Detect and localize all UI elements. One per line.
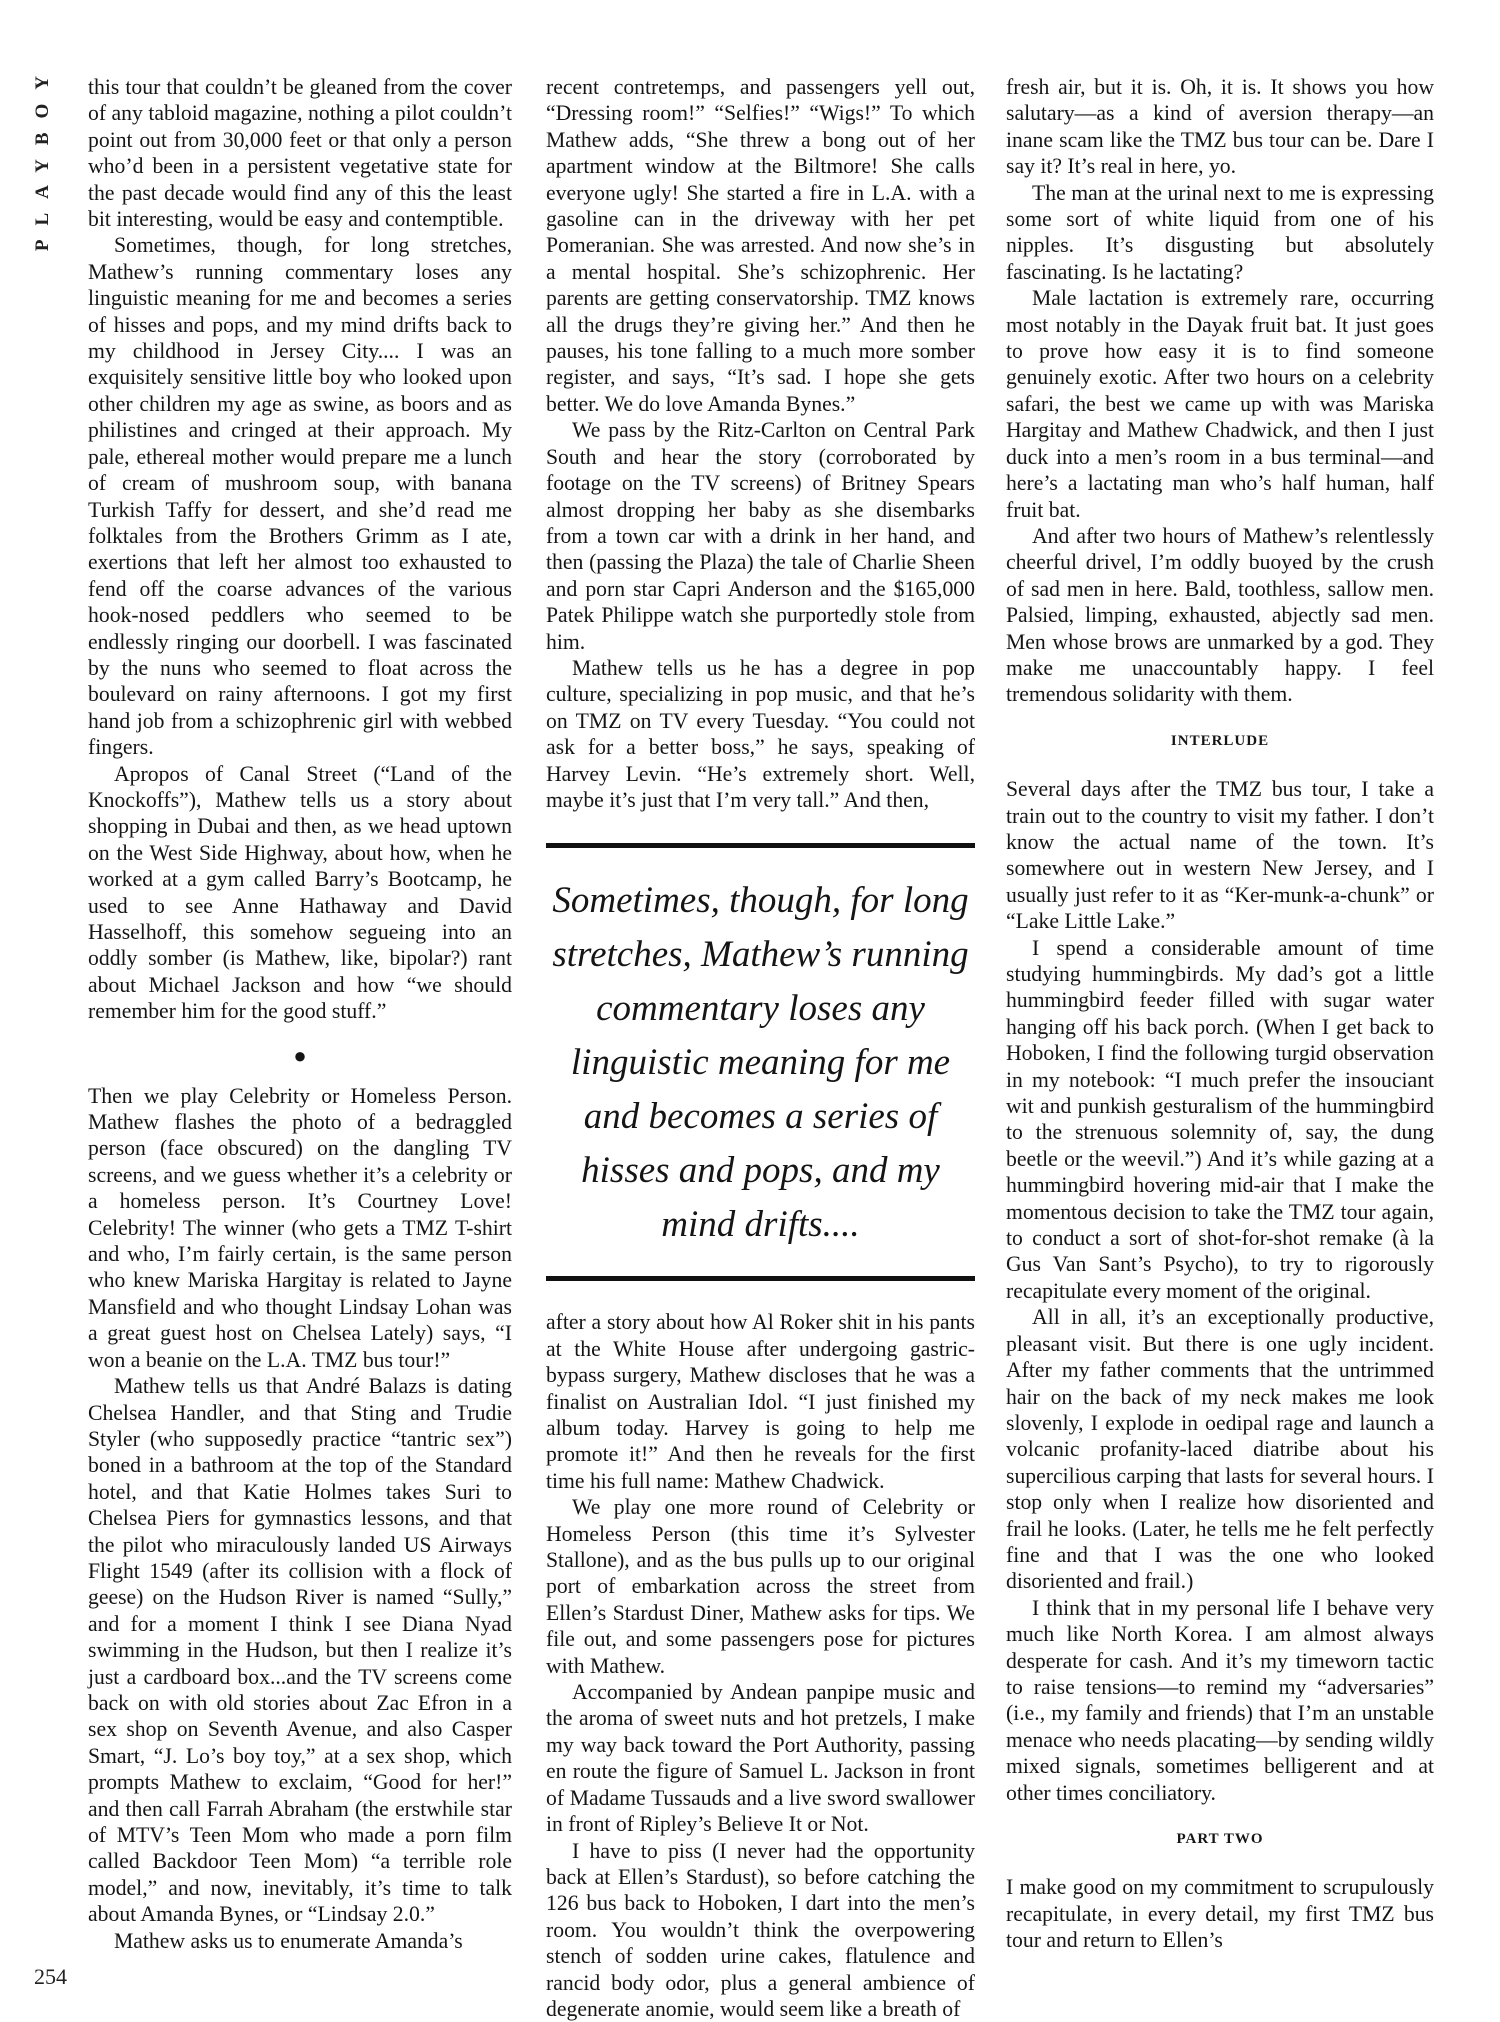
paragraph: this tour that couldn’t be gleaned from the cover of any tabloid magazine, nothing a pilot couldn’t point out from 30,000 feet or that only a person who’d been in a persistent vegetative state for the past decade would find any of this the least bit interesting, would be easy and contemptible. [88,74,512,232]
page-number: 254 [34,1964,67,1990]
paragraph: Mathew asks us to enumerate Amanda’s [88,1928,512,1954]
paragraph: And after two hours of Mathew’s relentlessly cheerful drivel, I’m oddly buoyed by the crush of sad men in here. Bald, toothless, sallow men. Palsied, limping, exhausted, abjectly sad men. Men whose brows are unmarked by a god. They make me unaccountably happy. I feel tremendous solidarity with them. [1006,523,1434,708]
pull-quote: Sometimes, though, for long stretches, Mathew’s running commentary loses any linguistic meaning for me and becomes a series of hisses and pops, and my mind drifts.... [546,843,975,1281]
article-column-2 [546,74,975,2022]
paragraph: fresh air, but it is. Oh, it is. It shows you how salutary—as a kind of aversion therapy—an inane scam like the TMZ bus tour can be. Dare I say it? It’s real in here, yo. [1006,74,1434,180]
paragraph: recent contretemps, and passengers yell out, “Dressing room!” “Selfies!” “Wigs!” To which Mathew adds, “She threw a bong out of her apartment window at the Biltmore! She calls everyone ugly! She started a fire in L.A. with a gasoline can in the driveway with her pet Pomeranian. She was arrested. And now she’s in a mental hospital. She’s schizophrenic. Her parents are getting conservatorship. TMZ knows all the drugs they’re giving her.” And then he pauses, his tone falling to a much more somber register, and says, “It’s sad. I hope she gets better. We do love Amanda Bynes.” [546,74,975,417]
paragraph: The man at the urinal next to me is expressing some sort of white liquid from one of his nipples. It’s disgusting but absolutely fascinating. Is he lactating? [1006,180,1434,286]
paragraph: Sometimes, though, for long stretches, Mathew’s running commentary loses any linguistic meaning for me and becomes a series of hisses and pops, and my mind drifts back to my childhood in Jersey City.... I was an exquisitely sensitive little boy who looked upon other children my age as swine, as boors and as philistines and cringed at their approach. My pale, ethereal mother would prepare me a lunch of cream of mushroom soup, with banana Turkish Taffy for dessert, and she’d read me folktales from the Brothers Grimm as I ate, exertions that left her almost too exhausted to fend off the coarse advances of the various hook-nosed peddlers who seemed to be endlessly ringing our doorbell. I was fascinated by the nuns who seemed to float across the boulevard on rainy afternoons. I got my first hand job from a schizophrenic girl with webbed fingers. [88,232,512,760]
paragraph: Then we play Celebrity or Homeless Person. Mathew flashes the photo of a bedraggled person (face obscured) on the dangling TV screens, and we guess whether it’s a celebrity or a homeless person. It’s Courtney Love! Celebrity! The winner (who gets a TMZ T-shirt and who, I’m fairly certain, is the same person who knew Mariska Hargitay is related to Jayne Mansfield and who thought Lindsay Lohan was a great guest host on Chelsea Lately) says, “I won a beanie on the L.A. TMZ bus tour!” [88,1083,512,1373]
paragraph: I think that in my personal life I behave very much like North Korea. I am almost always desperate for cash. And it’s my timeworn tactic to raise tensions—to remind my “adversaries” (i.e., my family and friends) that I’m an unstable menace who needs placating—by sending wildly mixed signals, sometimes belligerent and at other times conciliatory. [1006,1595,1434,1806]
paragraph: I have to piss (I never had the opportunity back at Ellen’s Stardust), so before catching the 126 bus back to Hoboken, I dart into the men’s room. You wouldn’t think the overpowering stench of sodden urine cakes, flatulence and rancid body odor, plus a general ambience of degenerate anomie, would seem like a breath of [546,1838,975,2022]
section-heading-part-two: PART TWO [1006,1826,1434,1852]
paragraph: I spend a considerable amount of time studying hummingbirds. My dad’s got a little hummingbird feeder filled with sugar water hanging off his back porch. (When I get back to Hoboken, I find the following turgid observation in my notebook: “I much prefer the insouciant wit and punkish gesturalism of the hummingbird to the strenuous solemnity of, say, the dung beetle or the weevil.”) And it’s while gazing at a hummingbird hovering mid-air that I make the momentous decision to take the TMZ tour again, to conduct a sort of shot-for-shot remake (à la Gus Van Sant’s Psycho), to try to rigorously recapitulate every moment of the original. [1006,935,1434,1305]
paragraph: Mathew tells us he has a degree in pop culture, specializing in pop music, and that he’s on TMZ on TV every Tuesday. “You could not ask for a better boss,” he says, speaking of Harvey Levin. “He’s extremely short. Well, maybe it’s just that I’m very tall.” And then, [546,655,975,813]
magazine-name: PLAYBOY [32,62,56,251]
paragraph: after a story about how Al Roker shit in his pants at the White House after undergoing gastric-bypass surgery, Mathew discloses that he was a finalist on Australian Idol. “I just finished my album today. Harvey is going to help me promote it!” And then he reveals for the first time his full name: Mathew Chadwick. [546,1309,975,1494]
paragraph: Mathew tells us that André Balazs is dating Chelsea Handler, and that Sting and Trudie Styler (who supposedly practice “tantric sex”) boned in a bathroom at the top of the Standard hotel, and that Katie Holmes takes Suri to Chelsea Piers for gymnastics lessons, and that the pilot who miraculously landed US Airways Flight 1549 (after its collision with a flock of geese) on the Hudson River is named “Sully,” and for a moment I think I see Diana Nyad swimming in the Hudson, but then I realize it’s just a cardboard box...and the TV screens come back on with old stories about Zac Efron in a sex shop on Seventh Avenue, and also Casper Smart, “J. Lo’s boy toy,” at a sex shop, which prompts Mathew to exclaim, “Good for her!” and then call Farrah Abraham (the erstwhile star of MTV’s Teen Mom who made a porn film called Backdoor Teen Mom) “a terrible role model,” and now, inevitably, it’s time to talk about Amanda Bynes, or “Lindsay 2.0.” [88,1373,512,1928]
paragraph: All in all, it’s an exceptionally productive, pleasant visit. But there is one ugly incident. After my father comments that the untrimmed hair on the back of my neck makes me look slovenly, I explode in oedipal rage and launch a volcanic profanity-laced diatribe about his supercilious carping that lasts for several hours. I stop only when I realize how disoriented and frail he looks. (Later, he tells me he felt perfectly fine and that I was the one who looked disoriented and frail.) [1006,1304,1434,1594]
paragraph: We pass by the Ritz-Carlton on Central Park South and hear the story (corroborated by footage on the TV screens) of Britney Spears almost dropping her baby as she disembarks from a town car with a drink in her hand, and then (passing the Plaza) the tale of Charlie Sheen and porn star Capri Anderson and the $165,000 Patek Philippe watch she purportedly stole from him. [546,417,975,655]
article-column-1 [88,74,512,1954]
paragraph: Apropos of Canal Street (“Land of the Knockoffs”), Mathew tells us a story about shopping in Dubai and then, as we head uptown on the West Side Highway, about how, when he worked at a gym called Barry’s Bootcamp, he used to see Anne Hathaway and David Hasselhoff, this somehow segueing into an oddly somber (is Mathew, like, bipolar?) rant about Michael Jackson and how “we should remember him for the good stuff.” [88,761,512,1025]
paragraph: We play one more round of Celebrity or Homeless Person (this time it’s Sylvester Stallone), and as the bus pulls up to our original port of embarkation across the street from Ellen’s Stardust Diner, Mathew asks for tips. We file out, and some passengers pose for pictures with Mathew. [546,1494,975,1679]
paragraph: Accompanied by Andean panpipe music and the aroma of sweet nuts and hot pretzels, I make my way back toward the Port Authority, passing en route the figure of Samuel L. Jackson in front of Madame Tussauds and a live sword swallower in front of Ripley’s Believe It or Not. [546,1679,975,1837]
paragraph: I make good on my commitment to scrupulously recapitulate, in every detail, my first TMZ bus tour and return to Ellen’s [1006,1874,1434,1953]
paragraph: Male lactation is extremely rare, occurring most notably in the Dayak fruit bat. It just goes to prove how easy it is to find someone genuinely exotic. After two hours on a celebrity safari, the best we came up with was Mariska Hargitay and Mathew Chadwick, and then I just duck into a men’s room in a bus terminal—and here’s a lactating man who’s half human, half fruit bat. [1006,285,1434,523]
section-heading-interlude: INTERLUDE [1006,728,1434,754]
section-break-bullet: ● [88,1043,512,1069]
article-column-3 [1006,74,1434,1954]
paragraph: Several days after the TMZ bus tour, I take a train out to the country to visit my father. I don’t know the actual name of the town. It’s somewhere out in western New Jersey, and I usually just refer to it as “Ker-munk-a-chunk” or “Lake Little Lake.” [1006,776,1434,934]
